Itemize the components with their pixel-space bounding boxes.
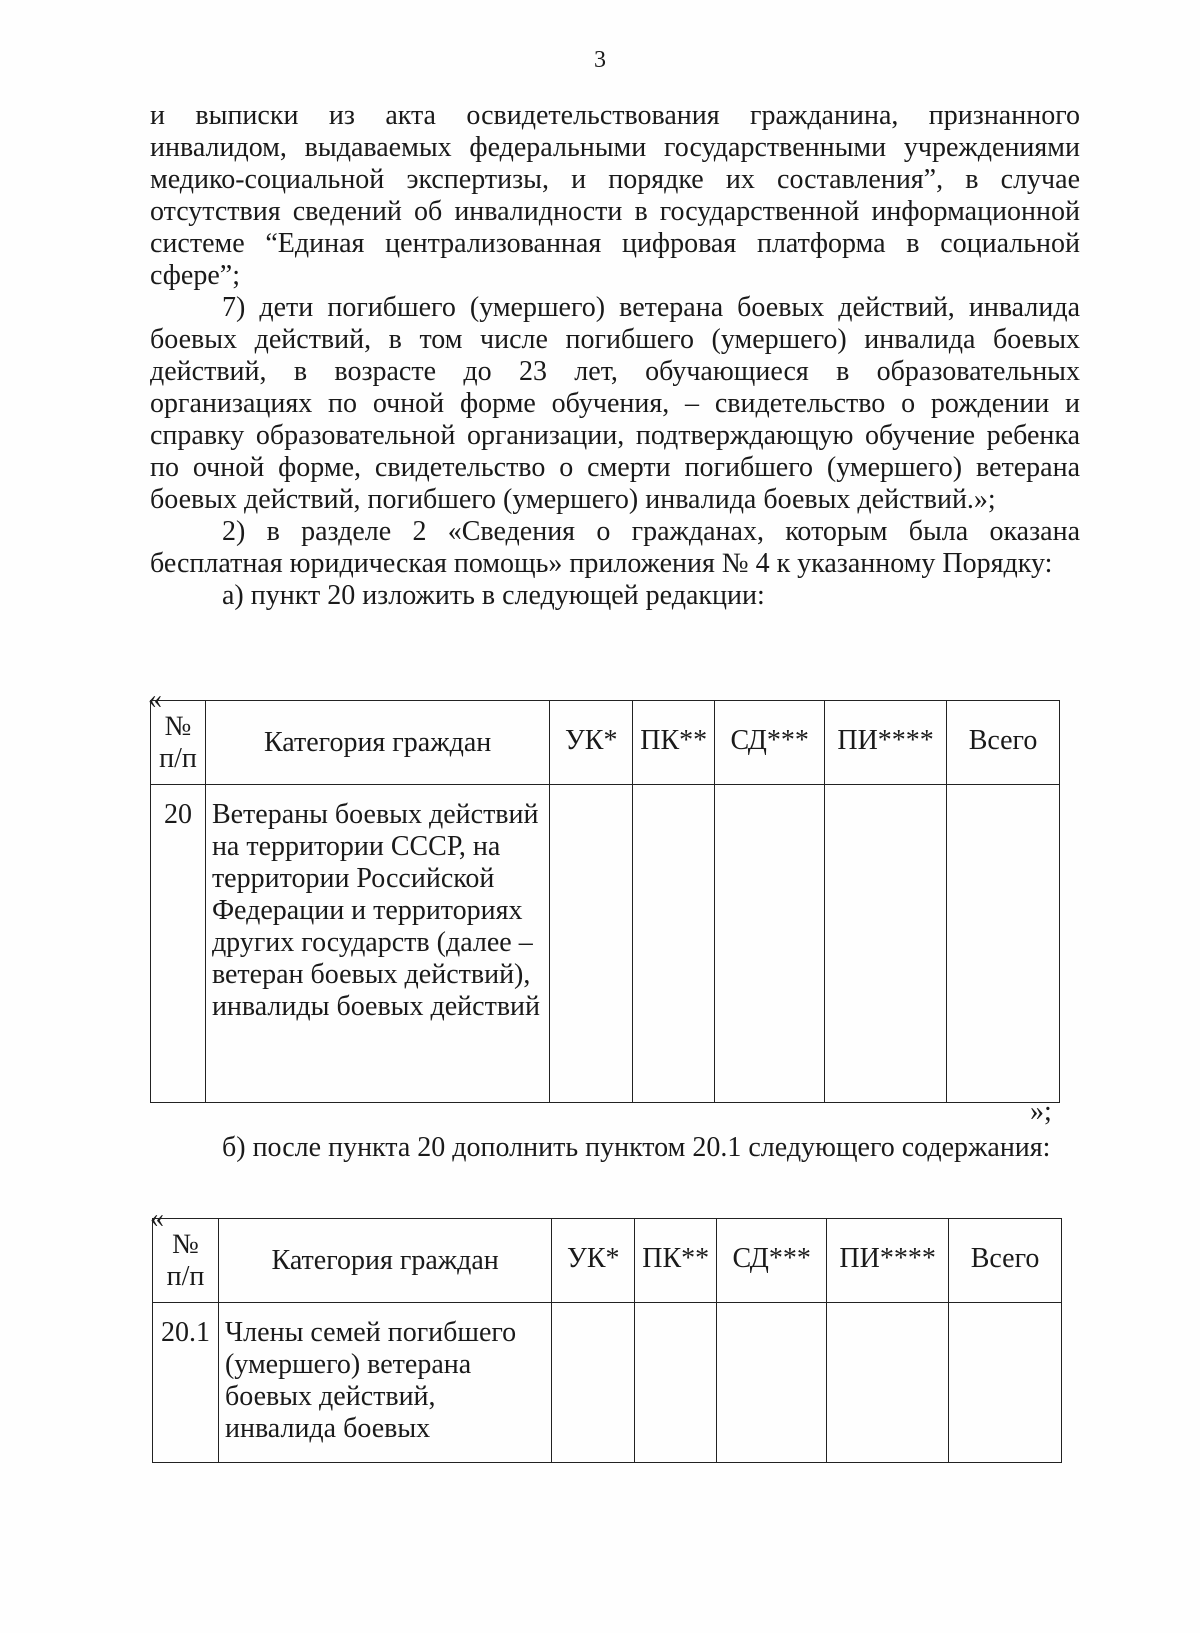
quote-close-1: »; bbox=[1030, 1096, 1052, 1127]
paragraph-item-7: 7) дети погибшего (умершего) ветерана боевых действий, инвалида боевых действий, в том числе погибшего (умершего) инвалида боевых действий, в возрасте до 23 лет, обучающиеся в образовательных организациях по очной форме обучения, – свидетельство о рождении и справку образовательной организации, подтверждающую обучение ребенка по очной форме, свидетельство о смерти погибшего (умершего) ветерана боевых действий, погибшего (умершего) инвалида боевых действий.»; bbox=[150, 292, 1080, 515]
row-category: Ветераны боевых действий на территории СССР, на территории Российской Федерации и территориях других государств (далее – ветеран боевых действий), инвалиды боевых действий bbox=[205, 785, 549, 1103]
paragraph-item-a: а) пункт 20 изложить в следующей редакции: bbox=[222, 580, 765, 611]
cell-total bbox=[949, 1303, 1062, 1463]
row-number: 20 bbox=[151, 785, 206, 1103]
table-row bbox=[153, 1303, 1062, 1463]
quote-open-1: « bbox=[148, 684, 162, 715]
cell-uk bbox=[552, 1303, 635, 1463]
header-category: Категория граждан bbox=[218, 1219, 551, 1303]
cell-sd bbox=[715, 785, 825, 1103]
paragraph-item-b: б) после пункта 20 дополнить пунктом 20.1 следующего содержания: bbox=[222, 1132, 1051, 1163]
header-category: Категория граждан bbox=[205, 701, 549, 785]
header-pk: ПК** bbox=[633, 701, 715, 785]
row-number: 20.1 bbox=[153, 1303, 219, 1463]
header-pi: ПИ**** bbox=[827, 1219, 949, 1303]
header-uk: УК* bbox=[552, 1219, 635, 1303]
table-header-row bbox=[151, 701, 1060, 785]
header-sd: СД*** bbox=[715, 701, 825, 785]
cell-pi bbox=[827, 1303, 949, 1463]
header-total: Всего bbox=[949, 1219, 1062, 1303]
body-text-upper bbox=[150, 100, 1080, 612]
header-sd: СД*** bbox=[717, 1219, 827, 1303]
header-pk: ПК** bbox=[635, 1219, 717, 1303]
quote-open-2: « bbox=[150, 1203, 164, 1234]
header-number: № п/п bbox=[151, 701, 206, 785]
cell-pk bbox=[633, 785, 715, 1103]
cell-total bbox=[947, 785, 1060, 1103]
cell-pk bbox=[635, 1303, 717, 1463]
cell-pi bbox=[825, 785, 947, 1103]
table-item-20 bbox=[150, 700, 1060, 1103]
page-number: 3 bbox=[594, 47, 606, 73]
body-text-b bbox=[150, 1132, 1058, 1164]
cell-sd bbox=[717, 1303, 827, 1463]
row-category: Члены семей погибшего (умершего) ветерана боевых действий, инвалида боевых bbox=[218, 1303, 551, 1463]
header-uk: УК* bbox=[550, 701, 633, 785]
header-number: № п/п bbox=[153, 1219, 219, 1303]
table-row bbox=[151, 785, 1060, 1103]
header-total: Всего bbox=[947, 701, 1060, 785]
paragraph-item-2: 2) в разделе 2 «Сведения о гражданах, которым была оказана бесплатная юридическая помощь» приложения № 4 к указанному Порядку: bbox=[150, 516, 1080, 579]
cell-uk bbox=[550, 785, 633, 1103]
header-pi: ПИ**** bbox=[825, 701, 947, 785]
paragraph-continuation: и выписки из акта освидетельствования гражданина, признанного инвалидом, выдаваемых федеральными государственными учреждениями медико-социальной экспертизы, и порядке их составления”, в случае отсутствия сведений об инвалидности в государственной информационной системе “Единая централизованная цифровая платформа в социальной сфере”; bbox=[150, 100, 1080, 291]
table-item-20-1 bbox=[152, 1218, 1062, 1463]
table-header-row bbox=[153, 1219, 1062, 1303]
